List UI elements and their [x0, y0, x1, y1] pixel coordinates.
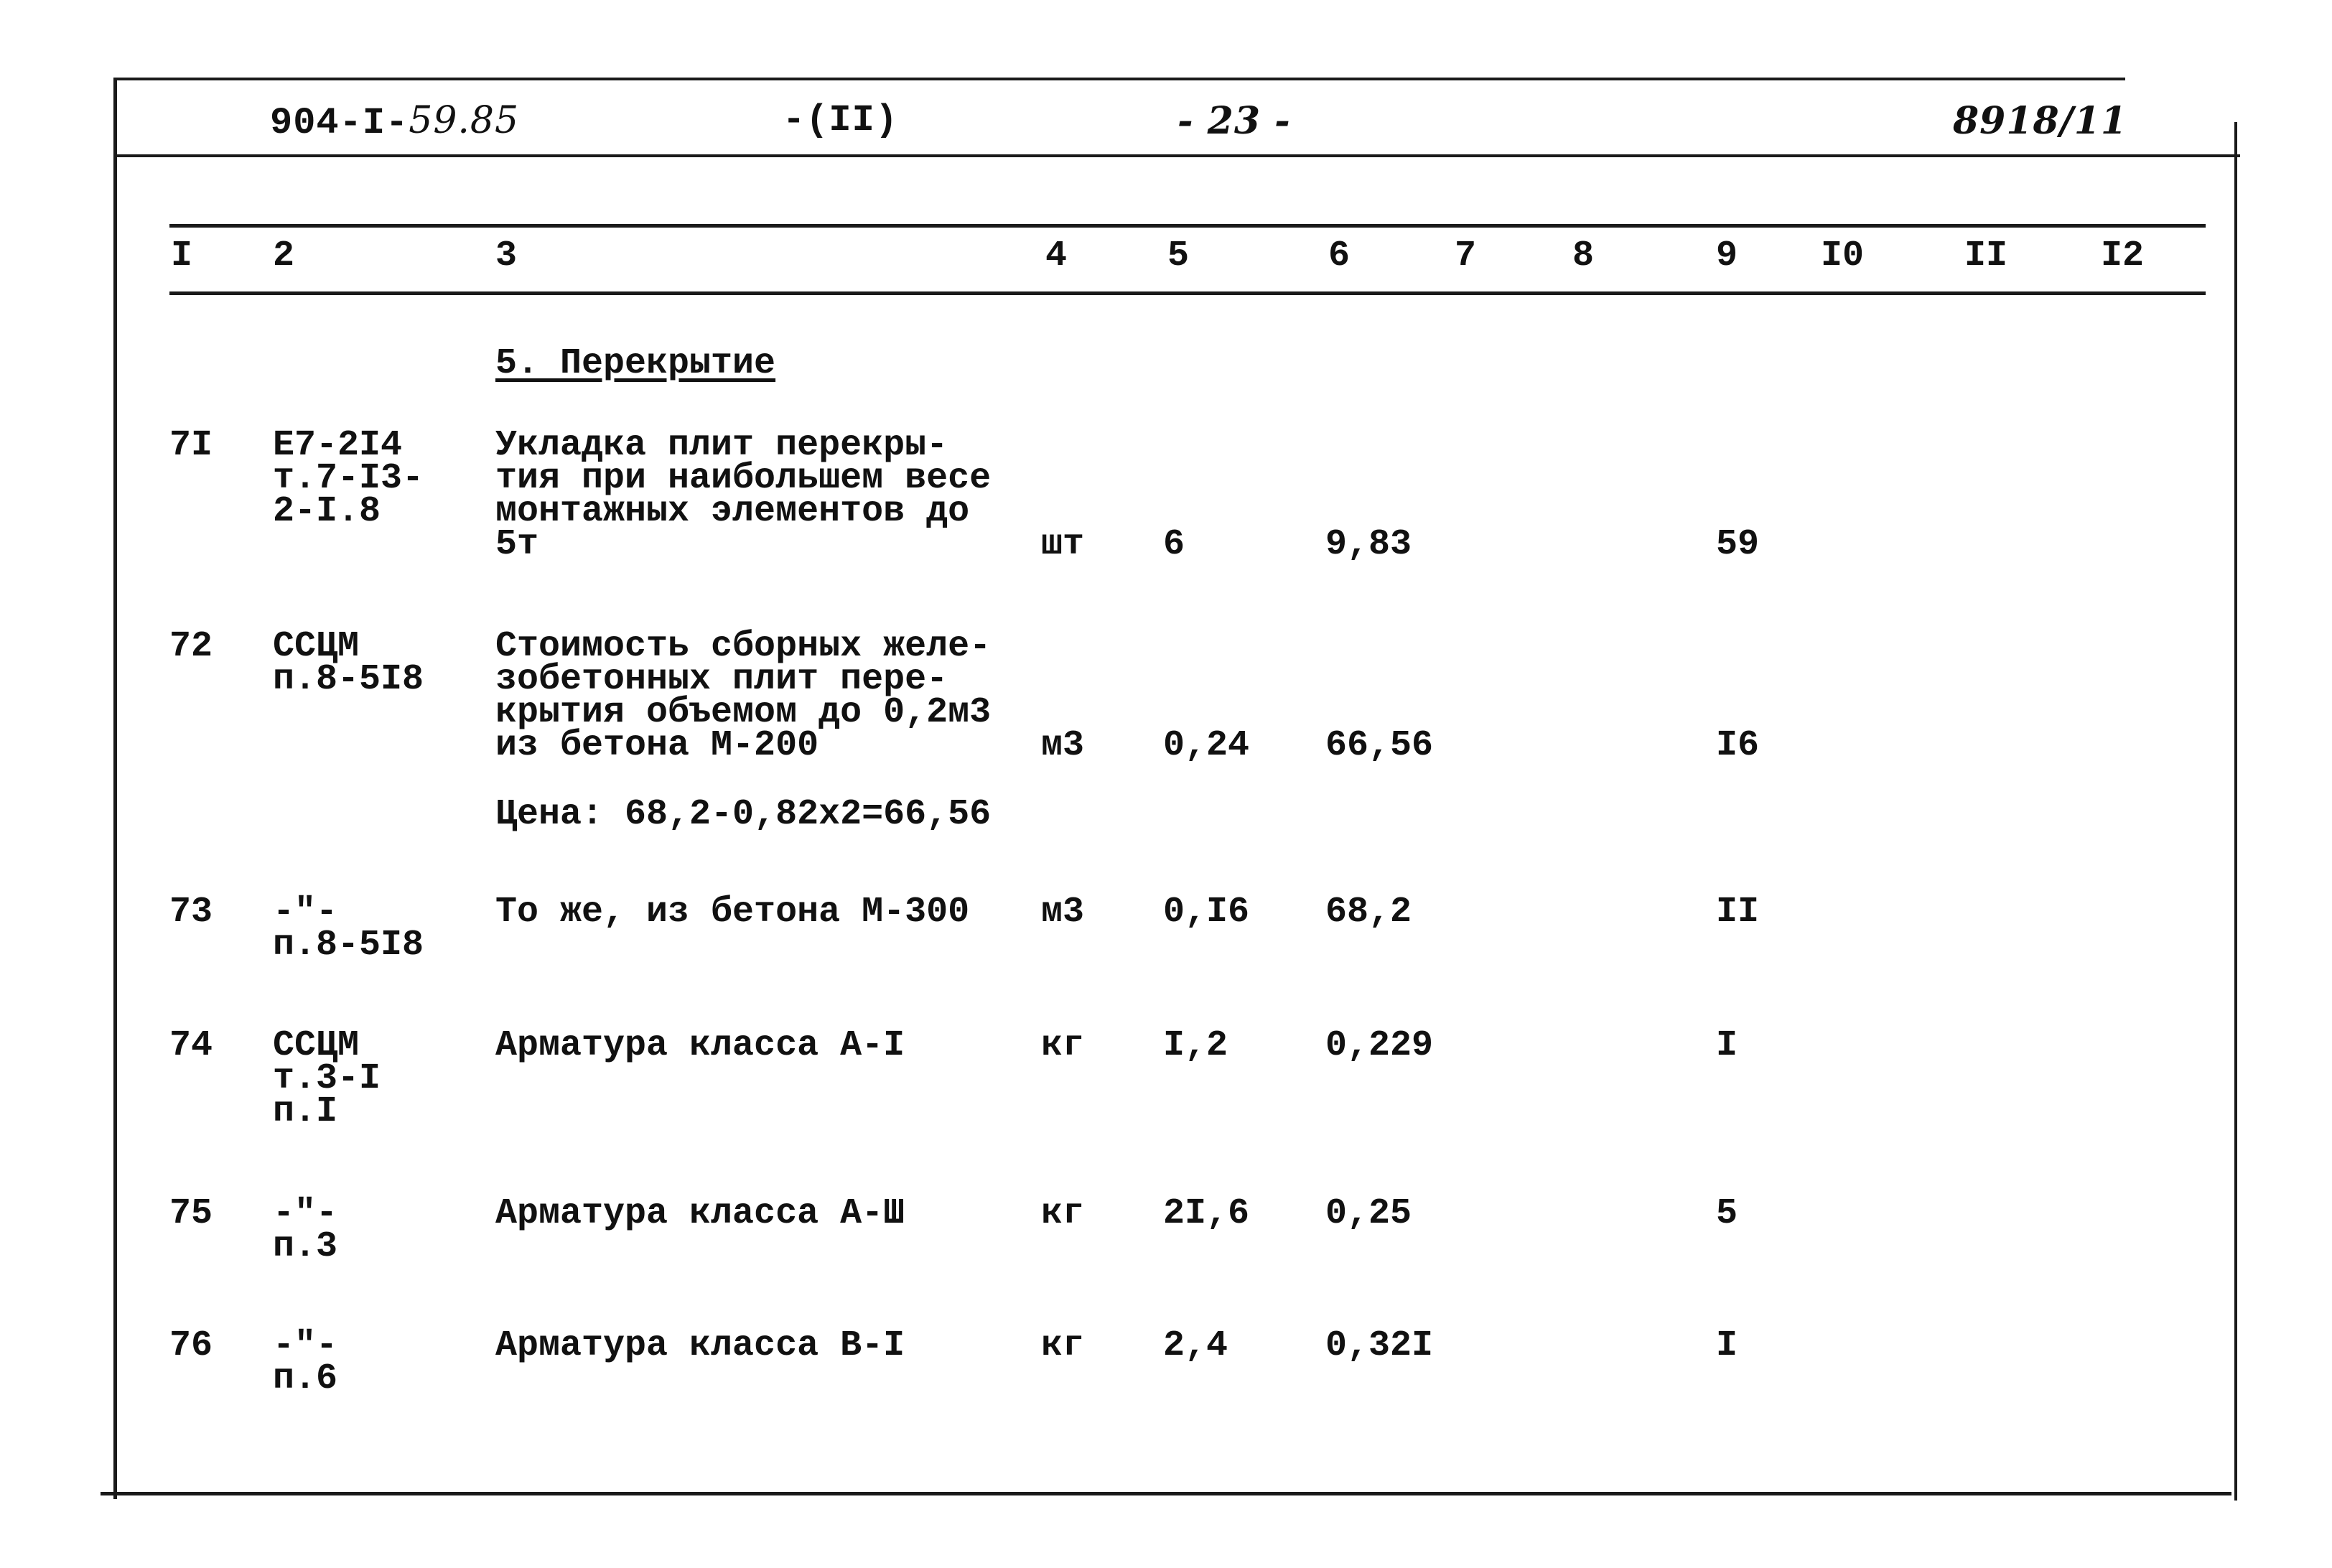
sheet-ref: 8918/11	[1953, 99, 2128, 143]
row-description: Арматура класса А-I	[495, 1025, 905, 1066]
row-quantity: 2,4	[1163, 1325, 1228, 1366]
row-price-note: Цена: 68,2-0,82х2=66,56	[495, 794, 992, 835]
row-unit: кг	[1041, 1325, 1085, 1366]
top-border	[115, 78, 2125, 80]
row-code: Е7-2I4 т.7-I3- 2-I.8	[273, 425, 424, 532]
row-description: То же, из бетона М-300	[495, 892, 970, 933]
col-header-8: 8	[1572, 235, 1595, 276]
row-unit: кг	[1041, 1193, 1085, 1234]
row-number: 75	[169, 1193, 213, 1234]
row-description: Арматура класса А-Ш	[495, 1193, 905, 1234]
row-col9: I6	[1716, 725, 1760, 766]
row-code: ССЦМ т.3-I п.I	[273, 1025, 381, 1132]
header-underline	[115, 154, 2240, 157]
table-header-rule	[169, 291, 2206, 295]
row-col9: I	[1716, 1025, 1738, 1066]
row-code: -"- п.6	[273, 1325, 338, 1399]
row-col9: I	[1716, 1325, 1738, 1366]
part-label: -(II)	[783, 99, 899, 141]
row-code: ССЦМ п.8-5I8	[273, 626, 424, 700]
row-number: 74	[169, 1025, 213, 1066]
row-number: 76	[169, 1325, 213, 1366]
row-unit: м3	[1041, 892, 1085, 933]
col-header-6: 6	[1328, 235, 1351, 276]
row-col9: 59	[1716, 524, 1760, 565]
col-header-7: 7	[1455, 235, 1477, 276]
table-row	[0, 1193, 2332, 1341]
row-code: -"- п.8-5I8	[273, 892, 424, 966]
row-price: 0,229	[1325, 1025, 1434, 1066]
table-row	[0, 1025, 2332, 1173]
doc-code-handwritten: 59.85	[409, 99, 520, 142]
col-header-5: 5	[1167, 235, 1190, 276]
col-header-1: I	[171, 235, 193, 276]
section-title: 5. Перекрытие	[495, 343, 776, 384]
doc-code-printed: 904-I-	[270, 102, 409, 144]
row-unit: шт	[1041, 524, 1085, 565]
table-row	[0, 425, 2332, 573]
table-top-rule	[169, 224, 2206, 228]
row-quantity: 2I,6	[1163, 1193, 1250, 1234]
row-description: Укладка плит перекры- тия при наибольшем весе монтажных элементов до 5т	[495, 425, 992, 565]
row-number: 7I	[169, 425, 213, 466]
table-row	[0, 1325, 2332, 1473]
col-header-4: 4	[1045, 235, 1068, 276]
page-number: - 23 -	[1177, 99, 1291, 143]
col-header-12: I2	[2101, 235, 2145, 276]
row-unit: кг	[1041, 1025, 1085, 1066]
row-col9: 5	[1716, 1193, 1738, 1234]
row-description: Стоимость сборных желе- зобетонных плит пере- крытия объемом до 0,2м3 из бетона М-200	[495, 626, 992, 766]
row-price: 0,25	[1325, 1193, 1412, 1234]
row-col9: II	[1716, 892, 1760, 933]
row-number: 72	[169, 626, 213, 667]
row-unit: м3	[1041, 725, 1085, 766]
row-code: -"- п.3	[273, 1193, 338, 1267]
table-row	[0, 626, 2332, 835]
row-price: 9,83	[1325, 524, 1412, 565]
table-row	[0, 892, 2332, 1040]
row-description: Арматура класса В-I	[495, 1325, 905, 1366]
row-price: 66,56	[1325, 725, 1434, 766]
row-number: 73	[169, 892, 213, 933]
row-quantity: 6	[1163, 524, 1185, 565]
doc-code	[270, 99, 519, 144]
row-quantity: 0,24	[1163, 725, 1250, 766]
bottom-border	[101, 1492, 2231, 1495]
col-header-10: I0	[1821, 235, 1865, 276]
row-quantity: 0,I6	[1163, 892, 1250, 933]
row-quantity: I,2	[1163, 1025, 1228, 1066]
col-header-2: 2	[273, 235, 295, 276]
row-price: 68,2	[1325, 892, 1412, 933]
col-header-9: 9	[1716, 235, 1738, 276]
col-header-3: 3	[495, 235, 518, 276]
col-header-11: II	[1964, 235, 2008, 276]
row-price: 0,32I	[1325, 1325, 1434, 1366]
